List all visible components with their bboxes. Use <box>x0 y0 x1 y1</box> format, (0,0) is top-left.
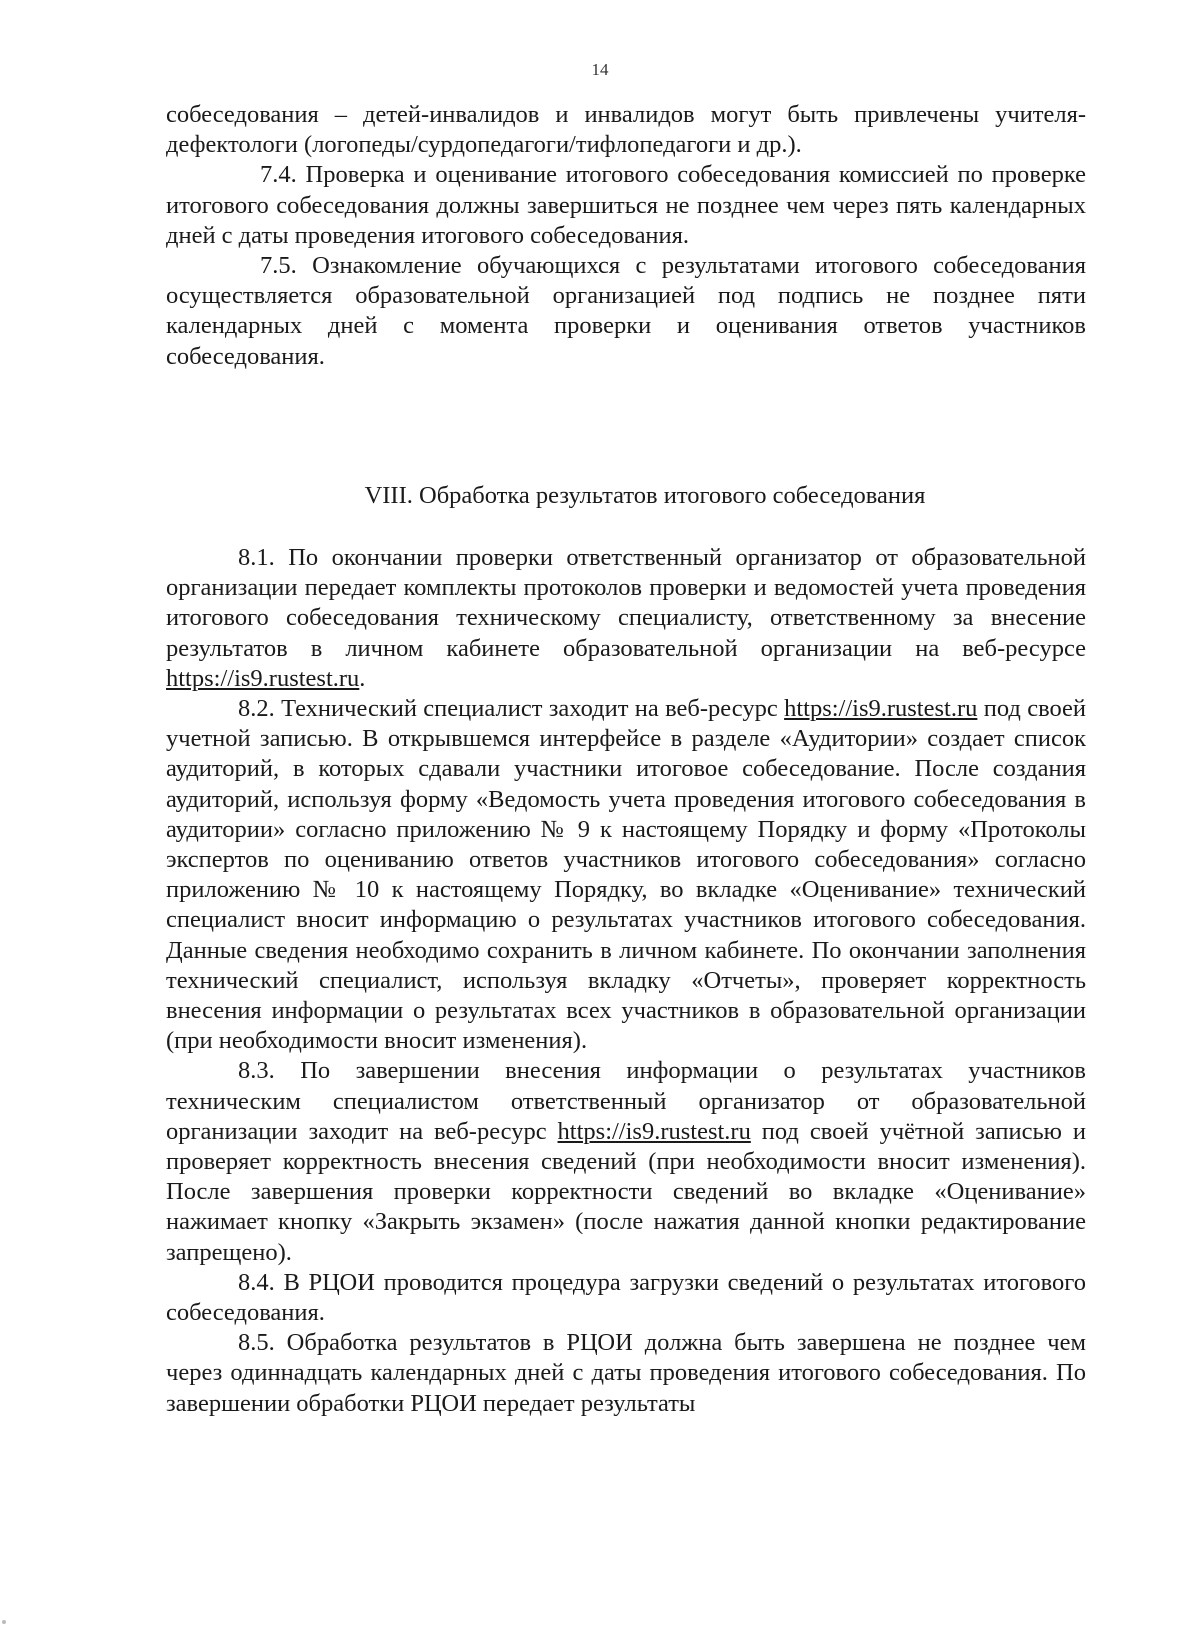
paragraph-8-5: 8.5. Обработка результатов в РЦОИ должна быть завершена не позднее чем через одиннадцать календарных дней с даты проведения итогового собеседования. По завершении обработки РЦОИ передает результаты <box>166 1329 1086 1417</box>
paragraph-8-4: 8.4. В РЦОИ проводится процедура загрузки сведений о результатах итогового собеседования. <box>166 1268 1086 1327</box>
paragraph-8-1-end: . <box>359 664 366 692</box>
paragraph-8-2-text: 8.2. Технический специалист заходит на веб-ресурс <box>238 695 785 723</box>
paragraph-8-2-rest: под своей учетной записью. В открывшемся интерфейсе в разделе «Аудитории» создает список аудиторий, в которых сдавали участники итоговое собеседование. После создания аудиторий, используя форму «Ведомость учета проведения итогового собеседования в аудитории» согласно приложению № 9 к настоящему Порядку и форму «Протоколы экспертов по оцениванию ответов участников итогового собеседования» согласно приложению № 10 к настоящему Порядку, во вкладке «Оценивание» технический специалист вносит информацию о результатах участников итогового собеседования. Данные сведения необходимо сохранить в личном кабинете. По окончании заполнения технический специалист, используя вкладку «Отчеты», проверяет корректность внесения информации о результатах всех участников в образовательной организации (при необходимости вносит изменения). <box>166 695 1087 1055</box>
section-8-text-block <box>166 543 1086 1419</box>
section-heading: VIII. Обработка результатов итогового собеседования <box>364 482 926 509</box>
rustest-link[interactable]: https://is9.rustest.ru <box>784 695 978 723</box>
paragraph-8-3-text: 8.3. По завершении внесения информации о результатах участников техническим специалистом ответственный организатор от образовательной организации заходит на веб-ресурс <box>166 1057 1086 1145</box>
paragraph-7-4: 7.4. Проверка и оценивание итогового собеседования комиссией по проверке итогового собеседования должны завершиться не позднее чем через пять календарных дней с даты проведения итогового собеседования. <box>166 161 1086 249</box>
paragraph-8-1 <box>166 543 1086 694</box>
paragraph-8-3 <box>166 1056 1086 1267</box>
rustest-link[interactable]: https://is9.rustest.ru <box>166 664 360 692</box>
scan-edge-mark <box>2 1620 6 1624</box>
paragraph-8-3-rest: под своей учётной записью и проверяет корректность внесения сведений (при необходимости вносит изменения). После завершения проверки корректности сведений во вкладке «Оценивание» нажимает кнопку «Закрыть экзамен» (после нажатия данной кнопки редактирование запрещено). <box>166 1117 1086 1266</box>
page-number: 14 <box>591 60 609 79</box>
paragraph-continuation: собеседования – детей-инвалидов и инвалидов могут быть привлечены учителя-дефектологи (логопеды/сурдопедагоги/тифлопедагоги и др.). <box>166 101 1086 159</box>
paragraph-7-5: 7.5. Ознакомление обучающихся с результатами итогового собеседования осуществляется образовательной организацией под подпись не позднее пяти календарных дней с момента проверки и оценивания ответов участников собеседования. <box>166 252 1086 370</box>
top-text-block <box>166 100 1086 372</box>
paragraph-8-1-text: 8.1. По окончании проверки ответственный организатор от образовательной организации передает комплекты протоколов проверки и ведомостей учета проведения итогового собеседования техническому специалисту, ответственному за внесение результатов в личном кабинете образовательной организации на веб-ресурсе <box>166 544 1086 662</box>
paragraph-8-2 <box>166 694 1086 1056</box>
rustest-link[interactable]: https://is9.rustest.ru <box>557 1117 751 1145</box>
